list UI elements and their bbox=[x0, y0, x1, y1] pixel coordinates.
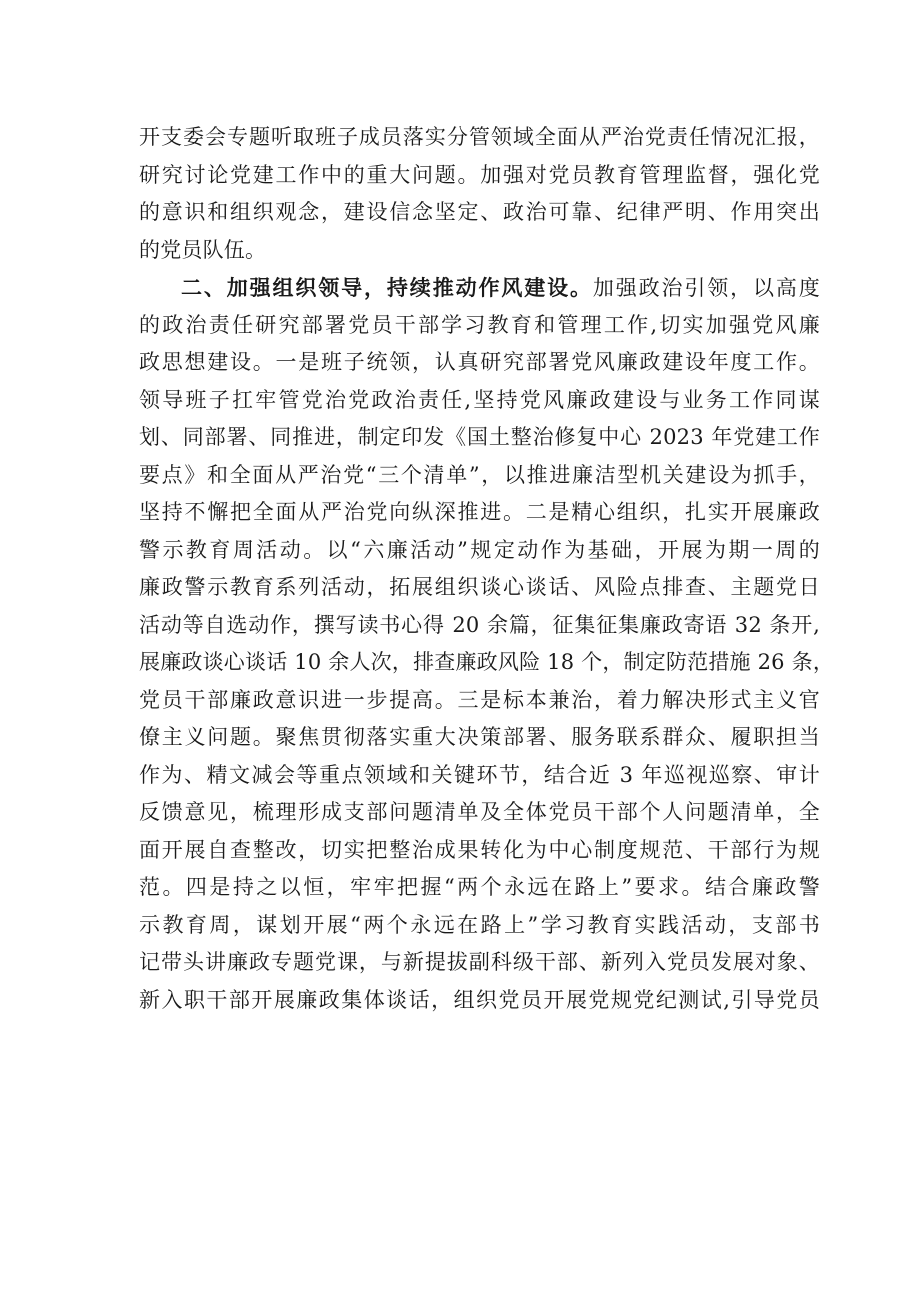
paragraph-section-two bbox=[139, 269, 835, 1019]
text-line: 的党员队伍。 bbox=[139, 237, 267, 262]
text-line: 坚持不懈把全面从严治党向纵深推进。二是精心组织，扎实开展廉政 bbox=[139, 500, 820, 524]
text-line: 的意识和组织观念，建设信念坚定、政治可靠、纪律严明、作用突出 bbox=[139, 200, 820, 224]
paragraph-continued bbox=[139, 119, 820, 269]
text-line: 反馈意见，梳理形成支部问题清单及全体党员干部个人问题清单，全 bbox=[139, 800, 820, 824]
text-line: 要点》和全面从严治党“三个清单”，以推进廉洁型机关建设为抓手， bbox=[139, 462, 820, 487]
text-line: 新入职干部开展廉政集体谈话，组织党员开展党规党纪测试,引导党员 bbox=[139, 987, 820, 1012]
text-line: 的政治责任研究部署党员干部学习教育和管理工作,切实加强党风廉 bbox=[139, 312, 820, 337]
text-run: 加强政治引领，以高度 bbox=[592, 276, 820, 300]
text-line: 研究讨论党建工作中的重大问题。加强对党员教育管理监督，强化党 bbox=[139, 162, 820, 187]
text-line: 领导班子扛牢管党治党政治责任,坚持党风廉政建设与业务工作同谋 bbox=[139, 387, 820, 412]
text-line: 僚主义问题。聚焦贯彻落实重大决策部署、服务联系群众、履职担当 bbox=[139, 725, 820, 749]
text-line: 警示教育周活动。以“六廉活动”规定动作为基础，开展为期一周的 bbox=[139, 537, 820, 562]
text-line: 示教育周，谋划开展“两个永远在路上”学习教育实践活动，支部书 bbox=[139, 912, 820, 937]
text-line: 划、同部署、同推进，制定印发《国土整治修复中心 2023 年党建工作 bbox=[139, 425, 820, 449]
text-line: 面开展自查整改，切实把整治成果转化为中心制度规范、干部行为规 bbox=[139, 837, 820, 862]
text-line: 开支委会专题听取班子成员落实分管领域全面从严治党责任情况汇报， bbox=[139, 125, 820, 149]
text-line: 党员干部廉政意识进一步提高。三是标本兼治，着力解决形式主义官 bbox=[139, 687, 820, 712]
text-line: 廉政警示教育系列活动，拓展组织谈心谈话、风险点排查、主题党日 bbox=[139, 575, 820, 599]
text-line: 政思想建设。一是班子统领，认真研究部署党风廉政建设年度工作。 bbox=[139, 350, 820, 374]
text-line: 作为、精文减会等重点领域和关键环节，结合近 3 年巡视巡察、审计 bbox=[139, 762, 820, 787]
text-line: 活动等自选动作，撰写读书心得 20 余篇，征集征集廉政寄语 32 条开, bbox=[139, 612, 820, 637]
text-line: 范。四是持之以恒，牢牢把握“两个永远在路上”要求。结合廉政警 bbox=[139, 875, 820, 899]
section-heading: 二、加强组织领导，持续推动作风建设。 bbox=[181, 275, 593, 300]
text-line: 记带头讲廉政专题党课，与新提拔副科级干部、新列入党员发展对象、 bbox=[139, 950, 820, 974]
text-line-first bbox=[139, 269, 820, 307]
text-line: 展廉政谈心谈话 10 余人次，排查廉政风险 18 个，制定防范措施 26 条， bbox=[139, 650, 835, 674]
